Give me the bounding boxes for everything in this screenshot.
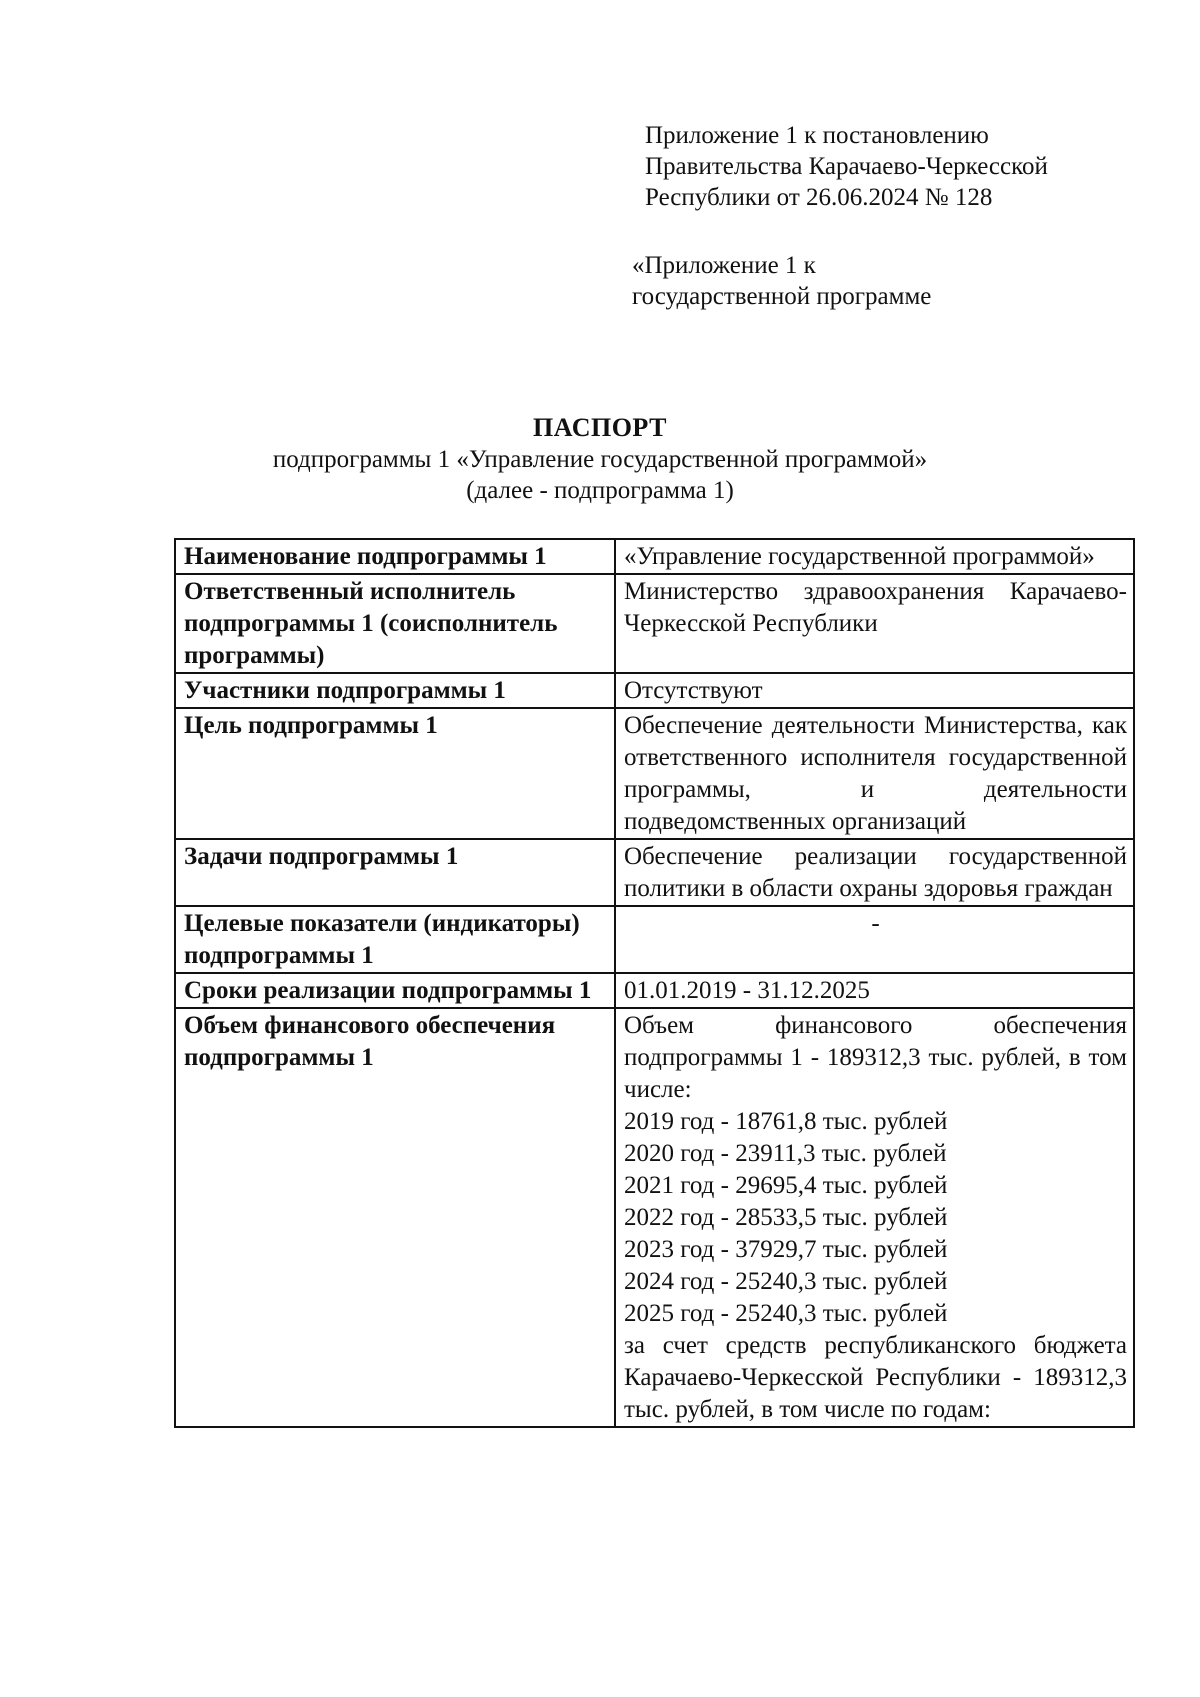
passport-heading: ПАСПОРТ	[533, 413, 667, 442]
row-value: 01.01.2019 - 31.12.2025	[615, 973, 1134, 1008]
funding-value	[615, 1008, 1134, 1427]
row-label: Цель подпрограммы 1	[175, 708, 615, 839]
row-value: Обеспечение реализации государственной политики в области охраны здоровья граждан	[615, 839, 1134, 906]
funding-intro: Объем финансового обеспечения подпрограммы 1 - 189312,3 тыс. рублей, в том числе:	[624, 1012, 1127, 1103]
row-value: «Управление государственной программой»	[615, 539, 1134, 574]
funding-year: 2019 год - 18761,8 тыс. рублей	[624, 1108, 948, 1135]
table-row	[175, 906, 1134, 973]
approval-line: Приложение 1 к постановлению	[645, 122, 989, 149]
subprogram-title: подпрограммы 1 «Управление государственной программой»	[272, 446, 928, 473]
row-label: Задачи подпрограммы 1	[175, 839, 615, 906]
funding-year: 2023 год - 37929,7 тыс. рублей	[624, 1236, 948, 1263]
table-row	[175, 539, 1134, 574]
annex-line: «Приложение 1 к	[632, 252, 816, 279]
row-label: Сроки реализации подпрограммы 1	[175, 973, 615, 1008]
funding-year: 2022 год - 28533,5 тыс. рублей	[624, 1204, 948, 1231]
table-row	[175, 1008, 1134, 1427]
funding-year: 2025 год - 25240,3 тыс. рублей	[624, 1300, 948, 1327]
row-label: Ответственный исполнитель подпрограммы 1 (соисполнитель программы)	[175, 574, 615, 673]
row-label: Целевые показатели (индикаторы) подпрограммы 1	[175, 906, 615, 973]
annex-note	[632, 250, 931, 312]
row-value: -	[615, 906, 1134, 973]
row-value: Обеспечение деятельности Министерства, как ответственного исполнителя государственной программы, и деятельности подведомственных организаций	[615, 708, 1134, 839]
approval-line: Республики от 26.06.2024 № 128	[645, 184, 993, 211]
annex-line: государственной программе	[632, 283, 932, 310]
funding-year: 2020 год - 23911,3 тыс. рублей	[624, 1140, 947, 1167]
funding-year: 2021 год - 29695,4 тыс. рублей	[624, 1172, 948, 1199]
funding-source: за счет средств республиканского бюджета Карачаево-Черкесской Республики - 189312,3 тыс. рублей, в том числе по годам:	[624, 1332, 1127, 1423]
subprogram-short-name: (далее - подпрограмма 1)	[466, 477, 734, 504]
table-row	[175, 708, 1134, 839]
funding-year: 2024 год - 25240,3 тыс. рублей	[624, 1268, 948, 1295]
table-row	[175, 839, 1134, 906]
table-row	[175, 574, 1134, 673]
row-label: Объем финансового обеспечения подпрограммы 1	[175, 1008, 615, 1427]
table-row	[175, 973, 1134, 1008]
document-title	[0, 412, 1200, 506]
table-row	[175, 673, 1134, 708]
passport-table	[174, 538, 1135, 1428]
row-value: Министерство здравоохранения Карачаево-Черкесской Республики	[615, 574, 1134, 673]
row-label: Участники подпрограммы 1	[175, 673, 615, 708]
row-label: Наименование подпрограммы 1	[175, 539, 615, 574]
approval-note	[645, 120, 1048, 213]
approval-line: Правительства Карачаево-Черкесской	[645, 153, 1048, 180]
row-value: Отсутствуют	[615, 673, 1134, 708]
